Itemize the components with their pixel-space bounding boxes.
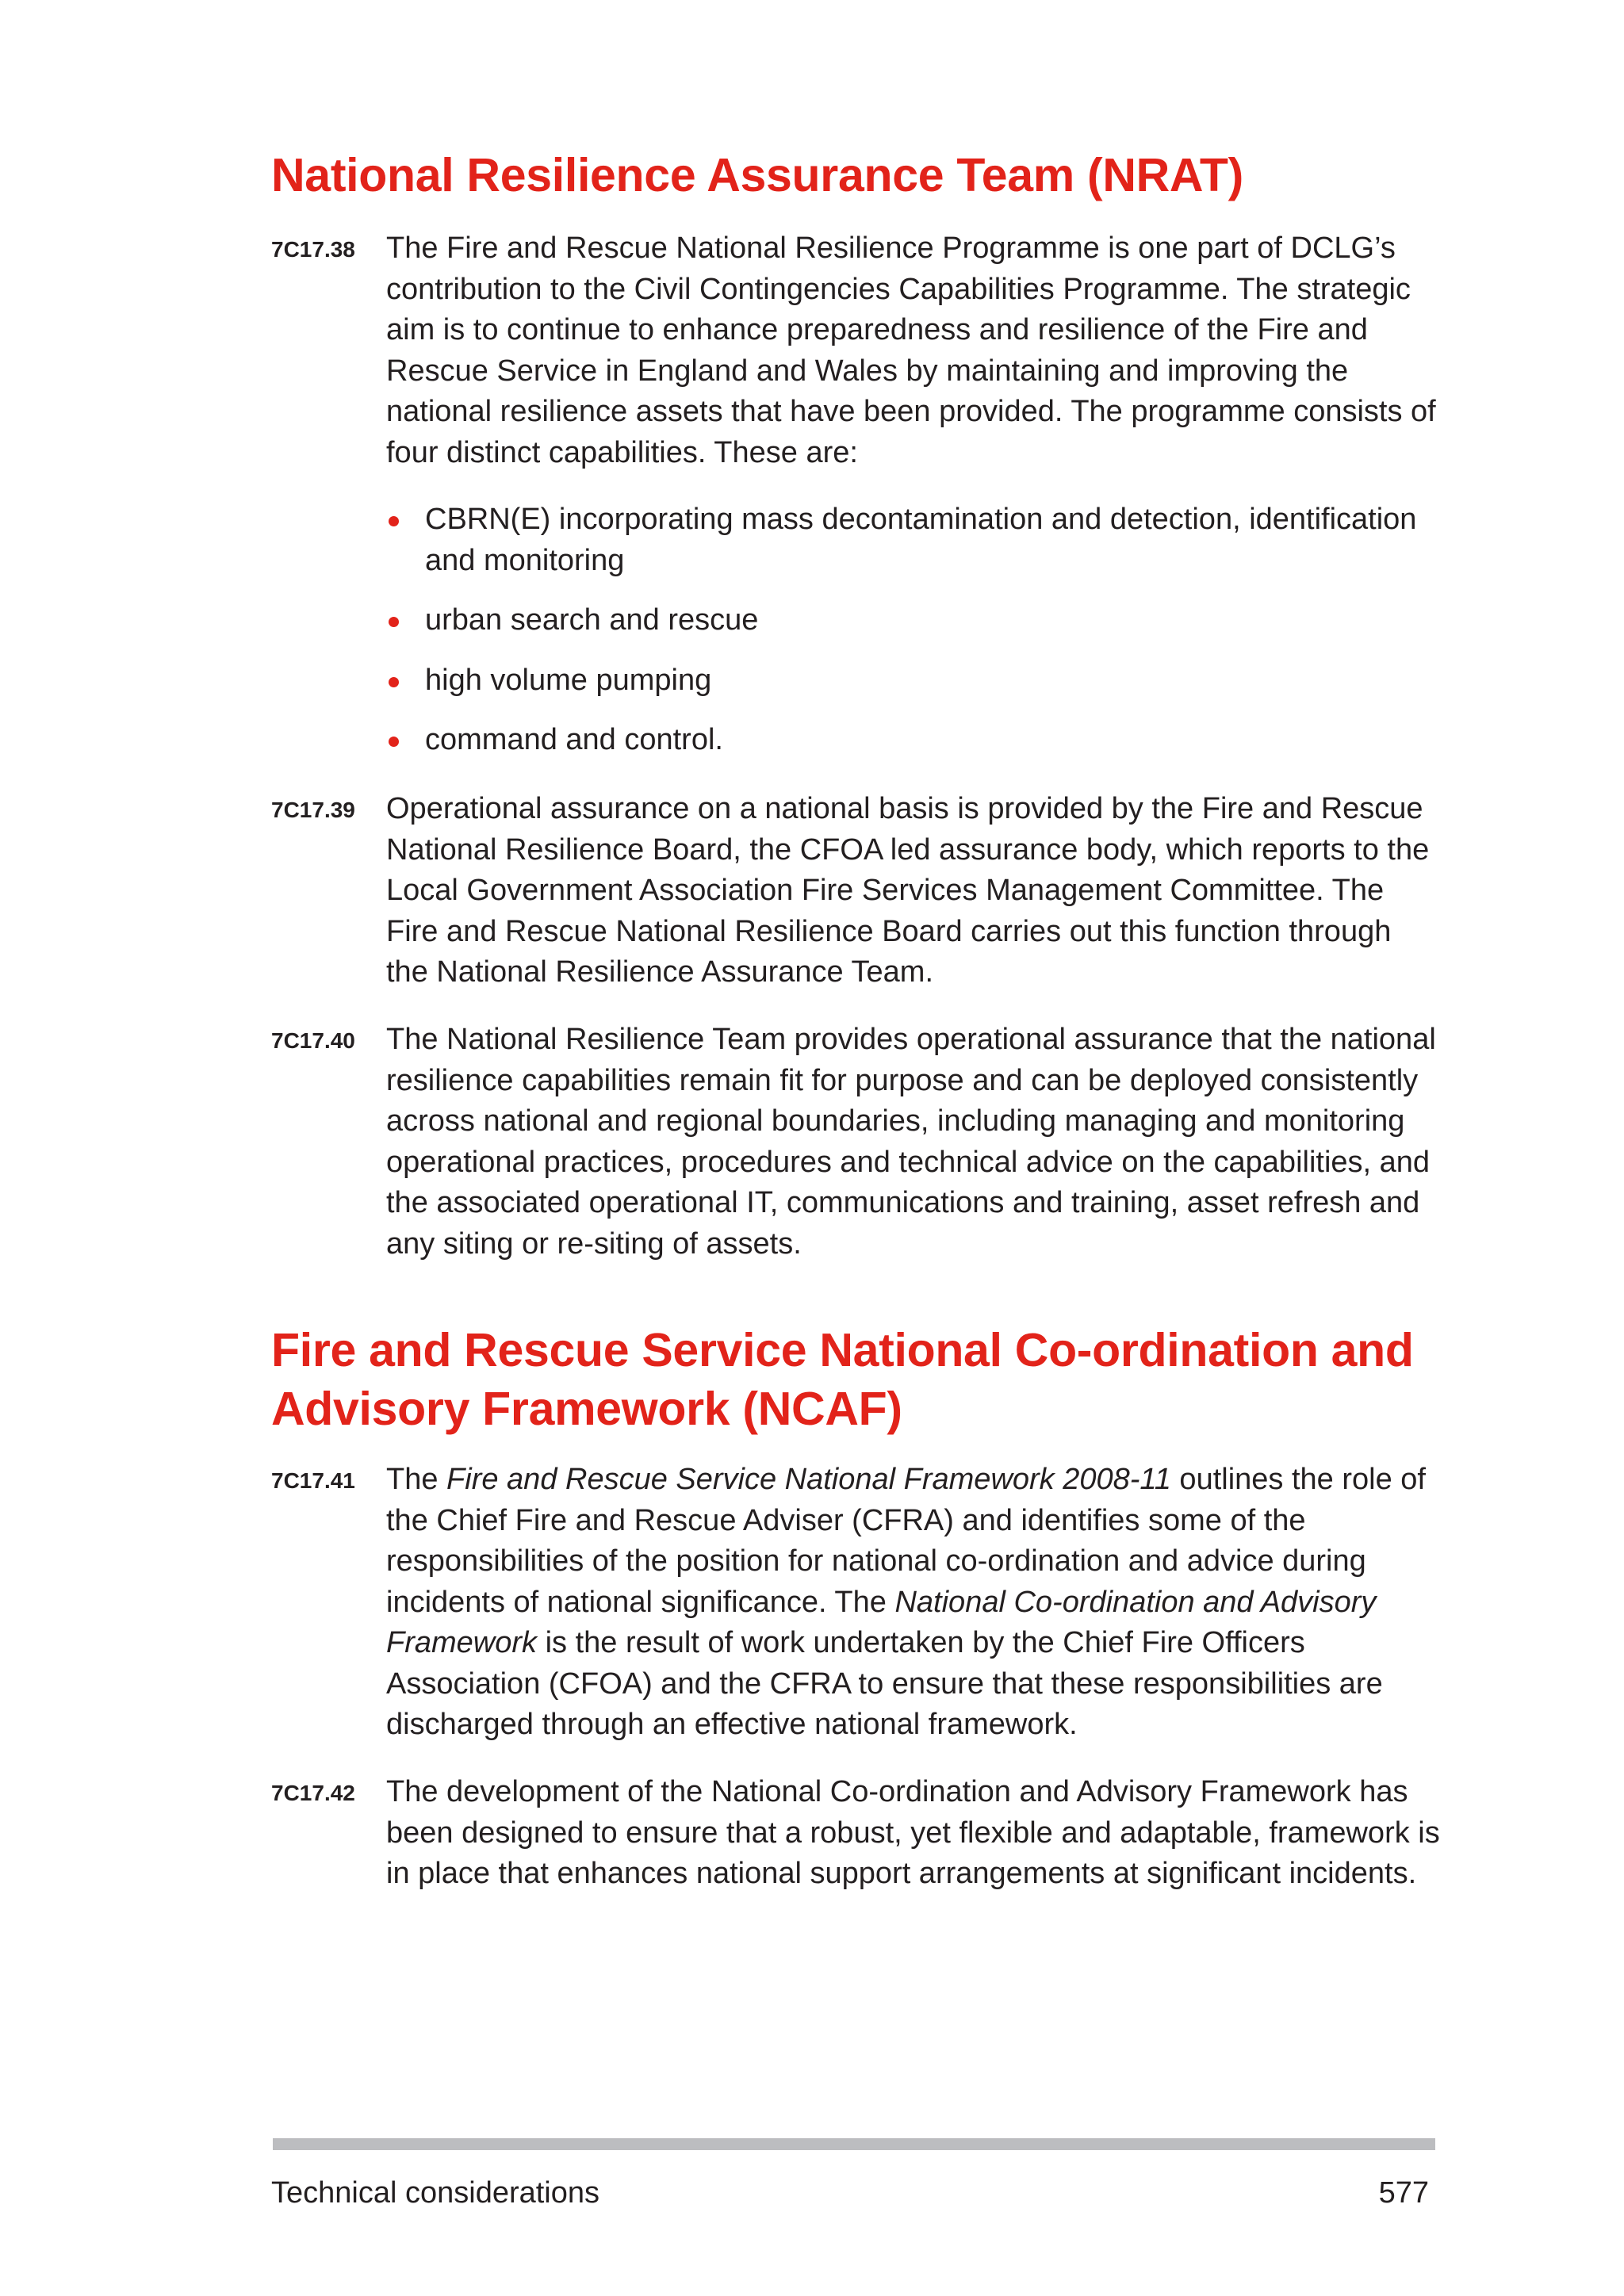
paragraph-text: The development of the National Co-ordination and Advisory Framework has been designed to ensure that a robust, yet flexible and adaptable, framework is in place that enhances national support arrangements at significant incidents. [386,1775,1440,1890]
paragraph-7c17-38 [271,228,1445,473]
text-run: The [386,1463,447,1496]
list-item [386,660,1449,702]
paragraph-7c17-40 [271,1020,1445,1265]
section-heading-ncaf: Fire and Rescue Service National Co-ordination and Advisory Framework (NCAF) [271,1324,1414,1435]
paragraph-7c17-42 [271,1772,1445,1895]
paragraph-text: The National Resilience Team provides operational assurance that the national resilience capabilities remain fit for purpose and can be deployed consistently across national and regional boundaries, including managing and monitoring operational practices, procedures and technical advice on the capabilities, and the associated operational IT, communications and training, asset refresh and any siting or re-siting of assets. [386,1023,1436,1261]
text-run: outlines the role of the Chief Fire and Rescue Adviser (CFRA) and identifies some of the responsibilities of the position for national co-ordination and advice during incidents of national significance. The [386,1463,1426,1619]
page-number: 577 [1378,2176,1429,2210]
text-run: is the result of work undertaken by the Chief Fire Officers Association (CFOA) and the CFRA to ensure that these responsibilities are discharged through an effective national framework. [386,1626,1383,1741]
list-item-text: high volume pumping [425,663,712,697]
paragraph-text: The Fire and Rescue National Resilience Programme is one part of DCLG’s contribution to the Civil Contingencies Capabilities Programme. The strategic aim is to continue to enhance preparedness and resilience of the Fire and Rescue Service in England and Wales by maintaining and improving the national resilience assets that have been provided. The programme consists of four distinct capabilities. These are: [386,232,1436,469]
paragraph-text: Operational assurance on a national basis is provided by the Fire and Rescue National Resilience Board, the CFOA led assurance body, which reports to the Local Government Association Fire Services Management Committee. The Fire and Rescue National Resilience Board carries out this function through the National Resilience Assurance Team. [386,792,1430,989]
list-item-text: CBRN(E) incorporating mass decontamination and detection, identification and monitoring [425,503,1417,577]
footer-section-title: Technical considerations [271,2176,600,2210]
list-item-text: command and control. [425,723,723,756]
paragraph-number: 7C17.38 [271,237,355,262]
bullet-icon [389,516,399,526]
paragraph-7c17-39 [271,789,1445,993]
bullet-icon [389,737,399,747]
capabilities-list [386,499,1449,780]
framework-title-italic: National Co-ordination and Advisory Framework [386,1585,1377,1659]
bullet-icon [389,617,399,627]
list-item [386,499,1449,581]
bullet-icon [389,677,399,687]
paragraph-text [386,1460,1441,1746]
list-item [386,600,1449,641]
section-heading-nrat: National Resilience Assurance Team (NRAT) [271,149,1243,201]
footer-divider [273,2138,1435,2150]
paragraph-number: 7C17.42 [271,1781,355,1805]
list-item [386,720,1449,761]
paragraph-number: 7C17.39 [271,798,355,822]
paragraph-7c17-41 [271,1460,1445,1746]
paragraph-number: 7C17.40 [271,1028,355,1053]
document-title-italic: Fire and Rescue Service National Framework 2008-11 [446,1463,1171,1496]
paragraph-number: 7C17.41 [271,1468,355,1493]
list-item-text: urban search and rescue [425,603,759,637]
